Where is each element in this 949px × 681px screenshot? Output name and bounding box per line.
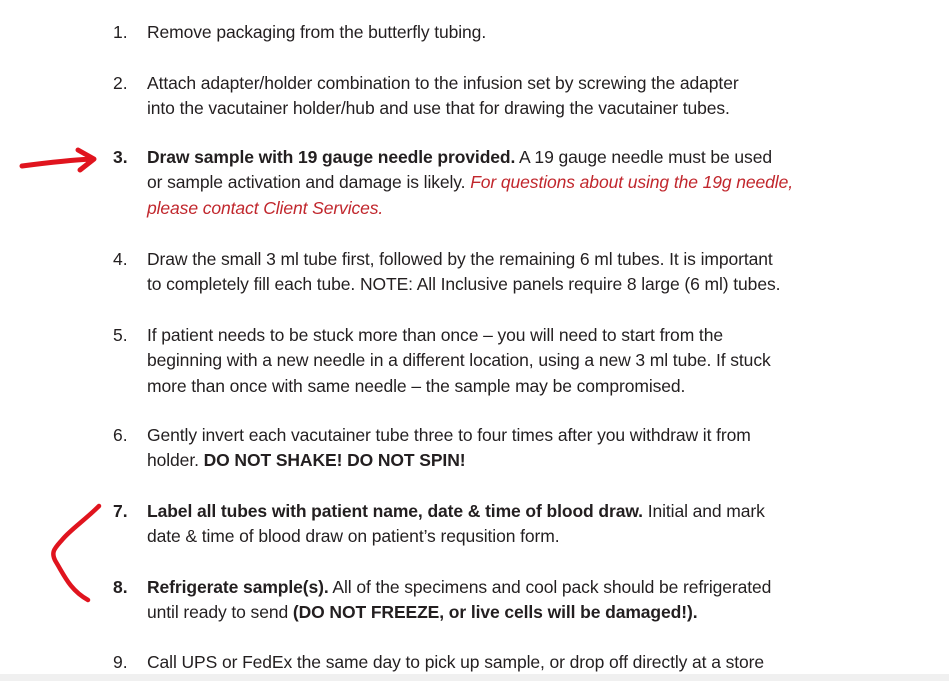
text-segment: date & time of blood draw on patient’s requsition form.	[147, 526, 560, 547]
item-number: 6.	[113, 425, 128, 445]
bold-text: Draw sample with 19 gauge needle provided.	[147, 147, 516, 167]
text-segment: A 19 gauge needle must be used	[515, 147, 772, 167]
item-text-line	[147, 450, 465, 471]
item-text-line	[147, 350, 771, 371]
red-bracket-annotation	[53, 506, 99, 600]
item-text-line	[147, 526, 559, 547]
text-segment: until ready to send	[147, 602, 293, 623]
text-segment: Initial and mark	[642, 501, 765, 521]
text-segment: Draw the small 3 ml tube first, followed by the remaining 6 ml tubes. It is important	[147, 249, 773, 269]
item-number: 8.	[113, 577, 128, 597]
text-segment: into the vacutainer holder/hub and use that for drawing the vacutainer tubes.	[147, 98, 730, 119]
item-text-line	[147, 577, 771, 598]
item-text-line	[147, 602, 697, 623]
item-text-line	[147, 172, 793, 193]
text-segment: Remove packaging from the butterfly tubing.	[147, 22, 487, 42]
text-segment: beginning with a new needle in a different location, using a new 3 ml tube. If stuck	[147, 350, 771, 371]
text-segment: to completely fill each tube. NOTE: All Inclusive panels require 8 large (6 ml) tubes.	[147, 274, 781, 295]
item-text-line	[147, 376, 685, 397]
item-text-line	[147, 501, 765, 522]
text-segment: Gently invert each vacutainer tube three to four times after you withdraw it from	[147, 425, 751, 445]
item-number: 4.	[113, 249, 128, 269]
text-segment: All of the specimens and cool pack should be refrigerated	[328, 577, 772, 597]
bold-text: DO NOT SHAKE! DO NOT SPIN!	[203, 450, 466, 471]
item-text-line	[147, 652, 764, 673]
contact-note: For questions about using the 19g needle,	[470, 172, 793, 193]
item-text-line	[147, 198, 383, 219]
item-text-line	[147, 249, 773, 270]
text-segment: Call UPS or FedEx the same day to pick up sample, or drop off directly at a store	[147, 652, 765, 672]
item-text-line	[147, 147, 772, 168]
item-text-line	[147, 274, 780, 295]
item-number: 7.	[113, 501, 128, 521]
bottom-scroll-edge	[0, 674, 949, 681]
text-segment: more than once with same needle – the sample may be compromised.	[147, 375, 686, 396]
text-segment: holder.	[147, 450, 204, 471]
item-number: 2.	[113, 73, 128, 93]
item-number: 5.	[113, 325, 128, 345]
item-text-line	[147, 22, 486, 43]
bold-text: Label all tubes with patient name, date & time of blood draw.	[147, 501, 643, 521]
contact-note: please contact Client Services.	[147, 197, 384, 218]
bold-text: Refrigerate sample(s).	[147, 577, 329, 597]
text-segment: or sample activation and damage is likely.	[147, 172, 471, 193]
text-segment: If patient needs to be stuck more than once – you will need to start from the	[147, 325, 723, 345]
bold-text: (DO NOT FREEZE, or live cells will be damaged!).	[292, 602, 698, 623]
item-text-line	[147, 325, 723, 346]
red-arrow-annotation	[22, 150, 94, 170]
item-number: 3.	[113, 147, 128, 167]
text-segment: Attach adapter/holder combination to the infusion set by screwing the adapter	[147, 73, 739, 93]
item-text-line	[147, 73, 739, 94]
item-text-line	[147, 425, 751, 446]
item-number: 9.	[113, 652, 128, 672]
item-number: 1.	[113, 22, 128, 42]
item-text-line	[147, 98, 730, 119]
